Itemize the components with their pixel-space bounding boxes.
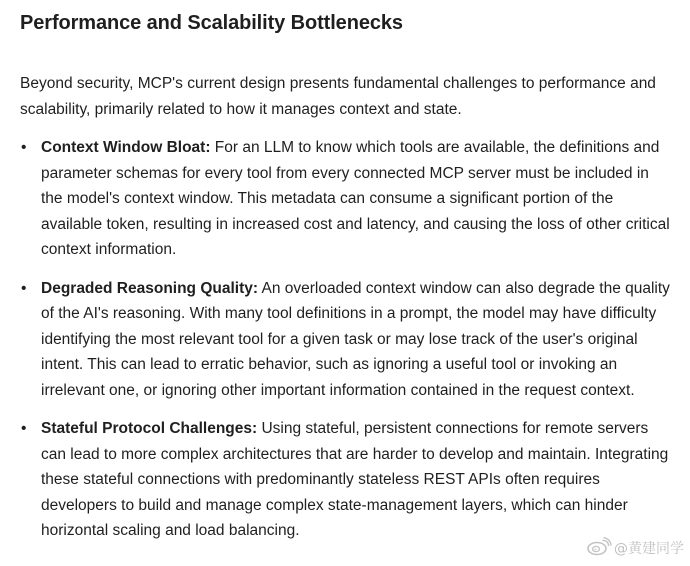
bullet-term: Degraded Reasoning Quality: — [41, 279, 259, 297]
watermark — [586, 536, 684, 560]
bullet-item-context-window-bloat — [20, 135, 673, 263]
bullet-marker: • — [21, 420, 27, 437]
watermark-text: @黄建同学 — [614, 541, 684, 557]
intro-paragraph: Beyond security, MCP's current design presents fundamental challenges to performance and scalability, primarily related to how it manages context and state. — [20, 75, 656, 118]
bullet-term: Context Window Bloat: — [41, 139, 211, 156]
document — [20, 8, 682, 557]
bullet-text: An overloaded context window can also degrade the quality of the AI's reasoning. With many tool definitions in a prompt, the model may have difficulty identifying the most relevant tool for a given task or may lose track of the user's original intent. This can lead to erratic behavior, such as ignoring a useful tool or invoking an irrelevant one, or ignoring other important information contained in the request context. — [41, 279, 670, 399]
bullet-marker: • — [21, 279, 27, 297]
bullet-item-degraded-reasoning-quality — [20, 276, 673, 404]
bullet-text: For an LLM to know which tools are available, the definitions and parameter schemas for every tool from every connected MCP server must be included in the model's context window. This metadata can consume a significant portion of the available token, resulting in increased cost and latency, and causing the loss of other critical context information. — [41, 139, 670, 258]
weibo-icon — [586, 536, 612, 560]
bullet-marker: • — [21, 139, 27, 156]
bullet-item-stateful-protocol-challenges — [20, 416, 673, 544]
section-title: Performance and Scalability Bottlenecks — [20, 12, 403, 34]
bullet-text: Using stateful, persistent connections for remote servers can lead to more complex architectures that are harder to develop and maintain. Integrating these stateful connections with predominantly stateless REST APIs often requires developers to build and manage complex state-management layers, which can hinder horizontal scaling and load balancing. — [41, 420, 669, 539]
bullet-list — [20, 135, 682, 544]
bullet-term: Stateful Protocol Challenges: — [41, 420, 258, 437]
